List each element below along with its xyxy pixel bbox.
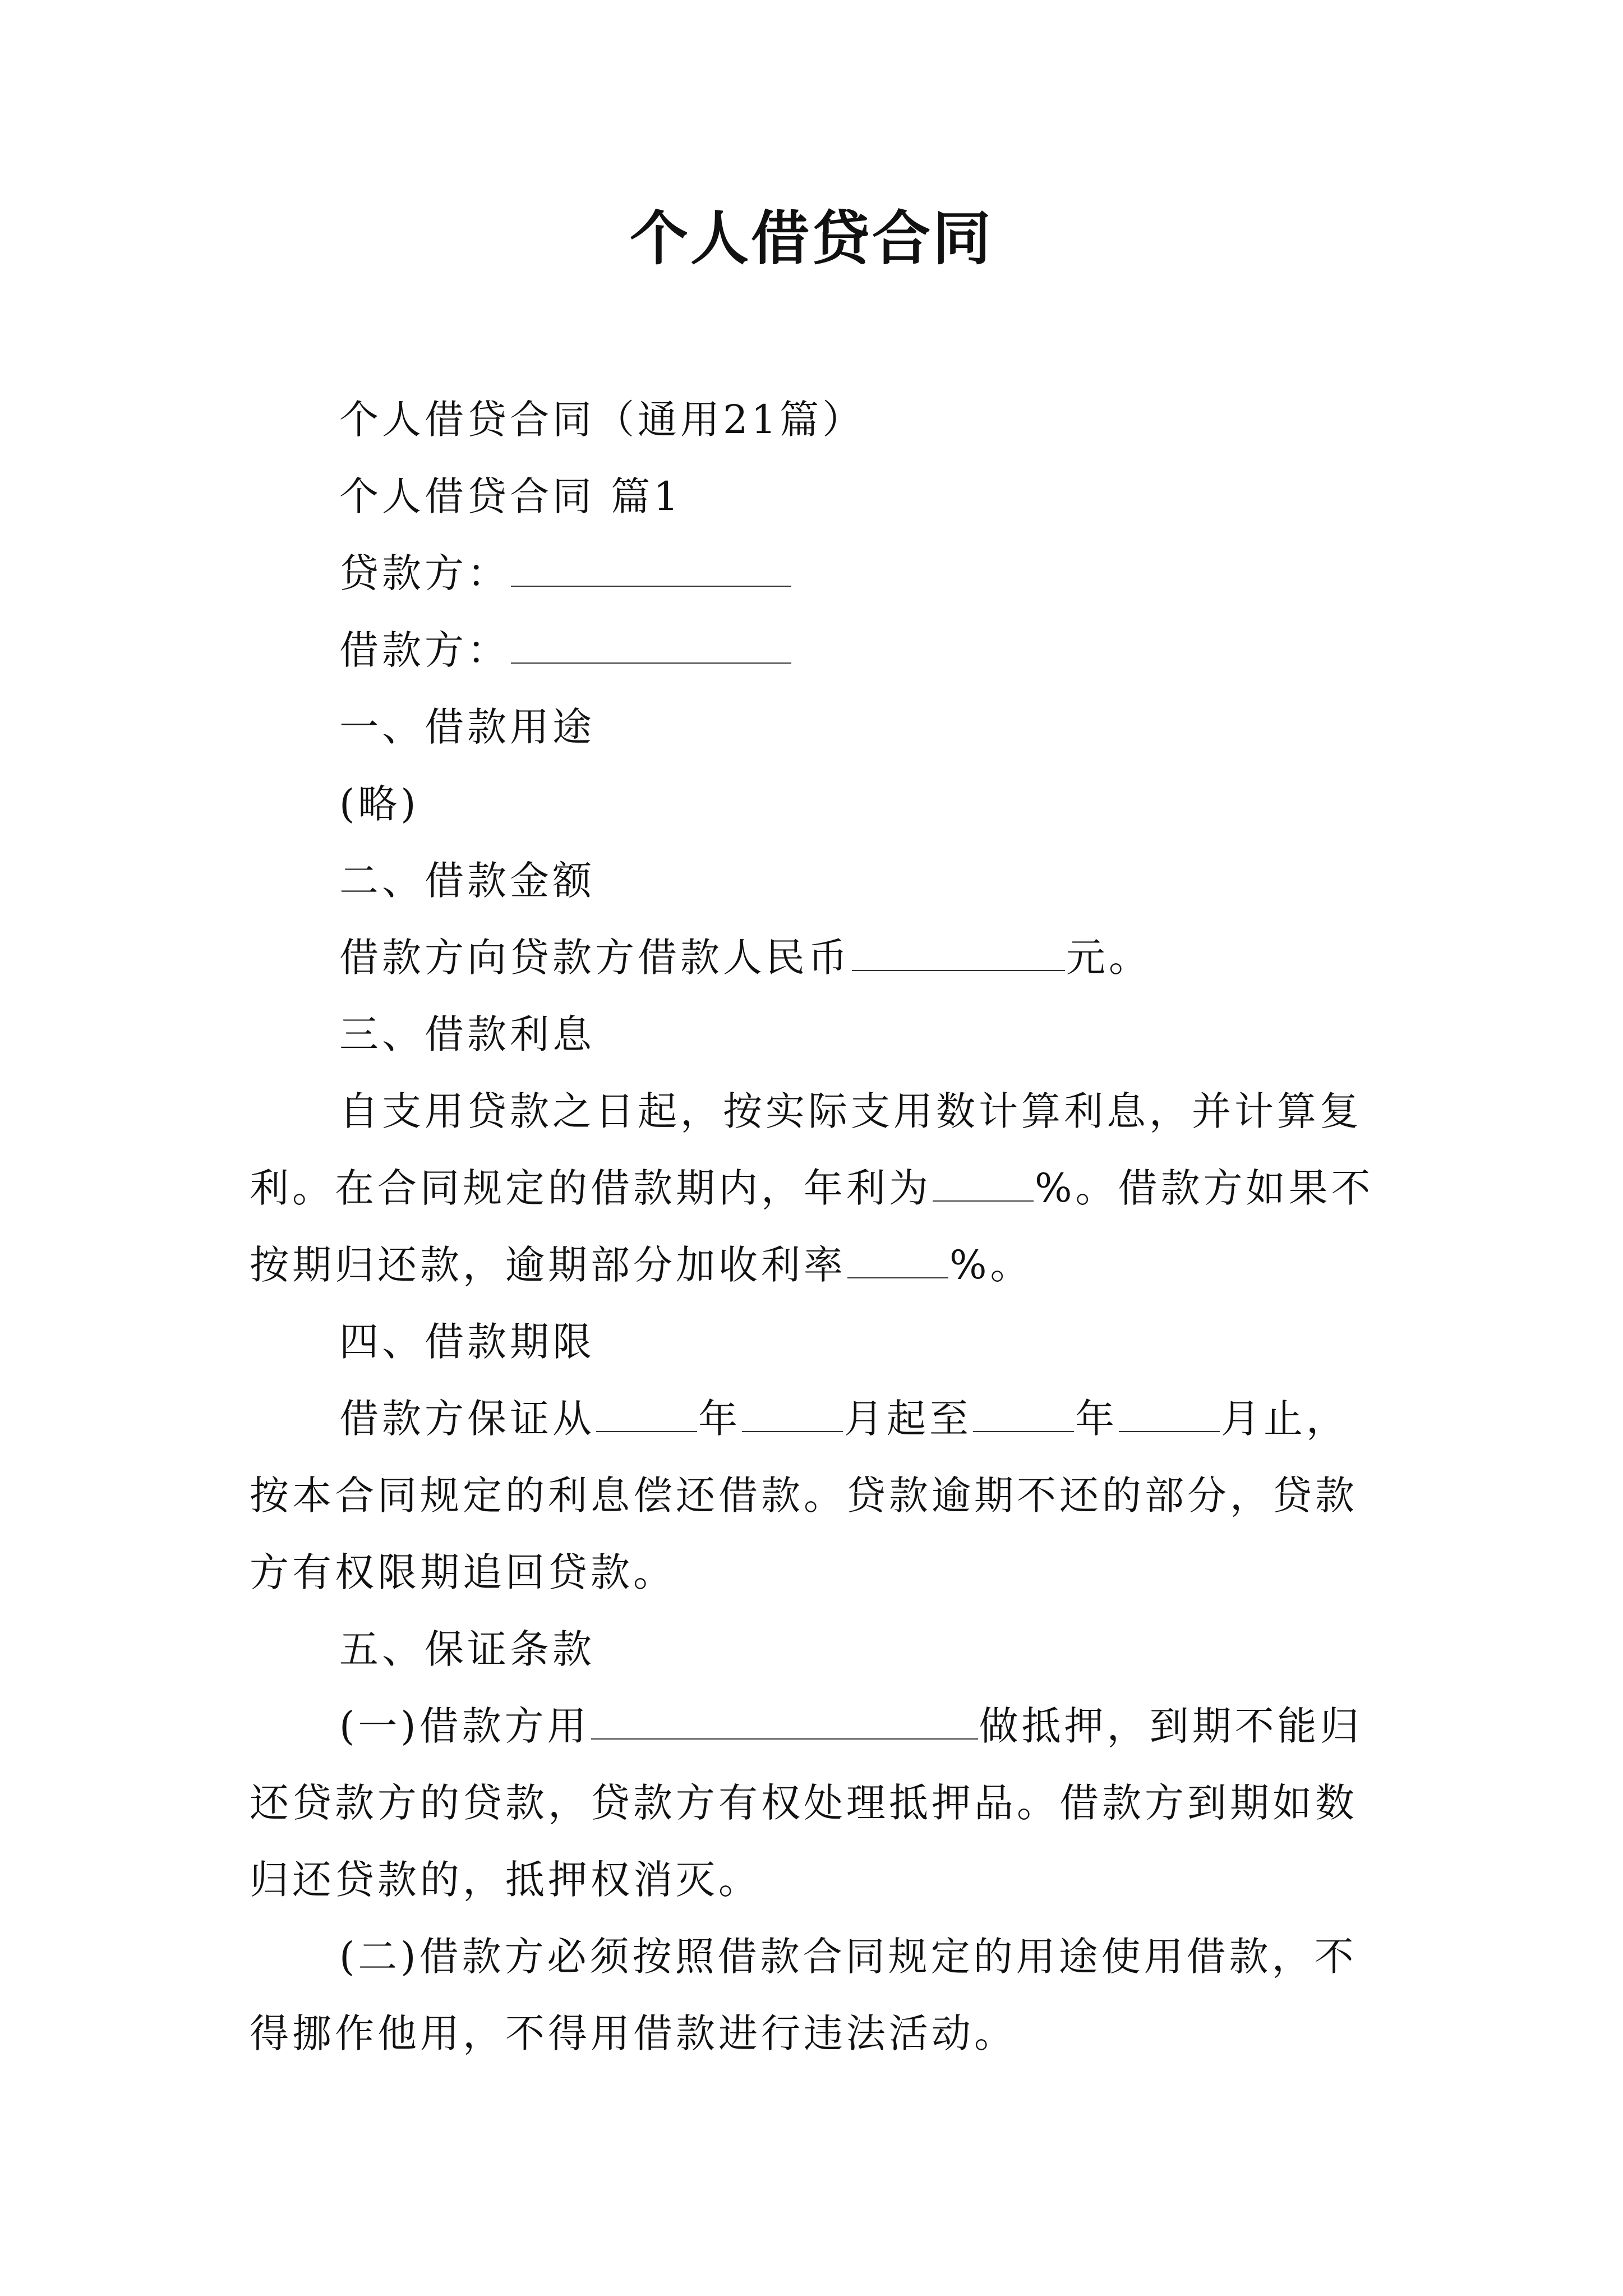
amount-text-b: 元。 <box>1066 935 1151 981</box>
overdue-rate-blank <box>847 1243 948 1278</box>
term-text-d: 年 <box>1075 1396 1118 1442</box>
term-text-e: 月止，按本合同规定的利息偿还借款。贷款逾期不还的部分，贷款方有权限期追回贷款。 <box>250 1396 1358 1595</box>
amount-text <box>250 919 1391 996</box>
heading-term: 四、借款期限 <box>339 1319 595 1365</box>
heading-purpose: 一、借款用途 <box>339 704 595 750</box>
term-text <box>250 1381 1391 1611</box>
document-title: 个人借贷合同 <box>629 204 993 273</box>
subtitle: 个人借贷合同（通用21篇） <box>339 397 865 443</box>
interest-text-c: %。 <box>949 1242 1033 1288</box>
term-text-b: 年 <box>698 1396 741 1442</box>
borrower-blank <box>511 628 791 664</box>
lender-line <box>250 535 1391 612</box>
interest-text-b: %。借款方如果不按期归还款，逾期部分加收利率 <box>250 1165 1374 1288</box>
end-month-blank <box>1119 1396 1220 1432</box>
start-month-blank <box>742 1396 843 1432</box>
term-text-a: 借款方保证从 <box>339 1396 595 1442</box>
term-text-c: 月起至 <box>844 1396 972 1442</box>
document-body <box>250 381 1391 2072</box>
amount-text-a: 借款方向贷款方借款人民币 <box>339 935 851 981</box>
borrower-label: 借款方： <box>339 627 510 673</box>
collateral-blank <box>591 1704 978 1740</box>
amount-blank <box>852 935 1065 971</box>
interest-text <box>250 1073 1391 1304</box>
guarantee-text-1 <box>250 1688 1391 1918</box>
borrower-line <box>250 612 1391 689</box>
start-year-blank <box>596 1396 697 1432</box>
guarantee-text-1a: (一)借款方用 <box>339 1703 590 1749</box>
purpose-text: (略) <box>339 781 419 827</box>
heading-amount: 二、借款金额 <box>339 858 595 904</box>
interest-text-a: 自支用贷款之日起，按实际支用数计算利息，并计算复利。在合同规定的借款期内，年利为 <box>250 1088 1362 1211</box>
lender-blank <box>511 551 791 587</box>
guarantee-text-2: (二)借款方必须按照借款合同规定的用途使用借款，不得挪作他用，不得用借款进行违法活动。 <box>250 1934 1357 2056</box>
lender-label: 贷款方： <box>339 550 510 596</box>
section-title: 个人借贷合同 篇1 <box>339 473 682 519</box>
heading-guarantee: 五、保证条款 <box>339 1626 595 1672</box>
heading-interest: 三、借款利息 <box>339 1011 595 1057</box>
guarantee-text-1b: 做抵押，到期不能归还贷款方的贷款，贷款方有权处理抵押品。借款方到期如数归还贷款的，抵押权消灭。 <box>250 1703 1363 1903</box>
annual-rate-blank <box>933 1166 1034 1202</box>
end-year-blank <box>973 1396 1074 1432</box>
